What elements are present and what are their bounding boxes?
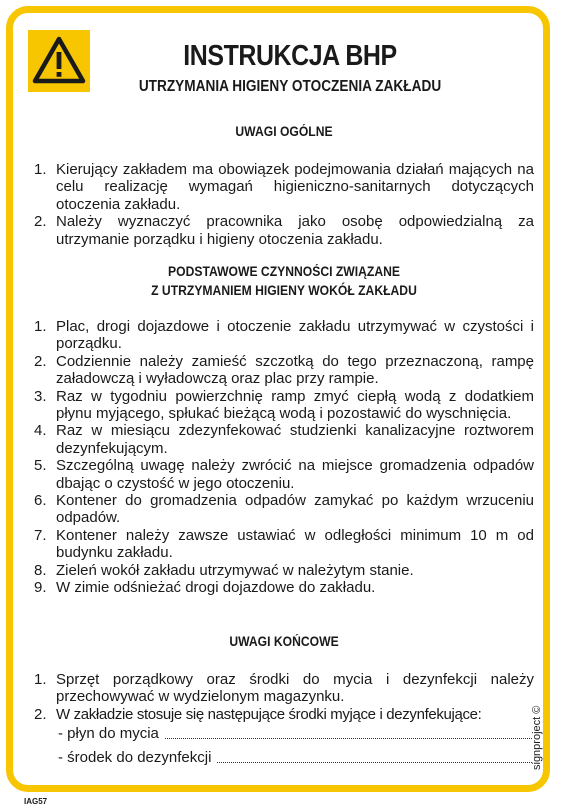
list-item <box>34 457 534 492</box>
item-number: 4. <box>34 422 47 440</box>
section-heading-final <box>64 632 503 651</box>
item-text: Należy wyznaczyć pracownika jako osobę odpowiedzialną za utrzymanie porządku i higieny otoczenia zakładu. <box>56 213 534 248</box>
section-heading-line: PODSTAWOWE CZYNNOŚCI ZWIĄZANE <box>168 264 400 279</box>
item-text: Kontener do gromadzenia odpadów zamykać po każdym wrzuceniu odpadów. <box>56 492 534 527</box>
fill-line-label: - płyn do mycia <box>58 725 159 742</box>
item-number: 8. <box>34 561 47 579</box>
warning-triangle-icon <box>28 30 90 92</box>
list-item <box>34 492 534 527</box>
activities-list <box>34 318 534 597</box>
list-item <box>34 527 534 562</box>
product-code: IAG57 <box>24 797 48 806</box>
item-number: 1. <box>34 161 47 178</box>
section-heading-line: UWAGI KOŃCOWE <box>229 634 339 649</box>
item-number: 9. <box>34 579 47 597</box>
final-list <box>34 671 534 723</box>
item-text: Raz w tygodniu powierzchnię ramp zmyć ciepłą wodą z dodatkiem płynu myjącego, spłukać bieżącą wodą i pozostawić do wyschnięcia. <box>56 387 534 423</box>
item-text: Plac, drogi dojazdowe i otoczenie zakładu utrzymywać w czystości i porządku. <box>56 318 534 353</box>
page-subtitle: UTRZYMANIA HIGIENY OTOCZENIA ZAKŁADU <box>138 78 442 95</box>
fill-line-washing-liquid <box>58 724 534 744</box>
item-number: 3. <box>34 387 47 405</box>
dotted-fill-line <box>165 724 532 739</box>
section-heading-general <box>64 122 503 141</box>
section-heading-line: Z UTRZYMANIEM HIGIENY WOKÓŁ ZAKŁADU <box>151 283 417 298</box>
section-heading-basic-activities <box>64 262 503 300</box>
item-text: W zimie odśnieżać drogi dojazdowe do zakładu. <box>56 579 376 597</box>
list-item <box>34 671 534 706</box>
item-number: 1. <box>34 318 47 335</box>
list-item <box>34 318 534 353</box>
item-text: W zakładzie stosuje się następujące środki myjące i dezynfekujące: <box>56 705 482 723</box>
page-title: INSTRUKCJA BHP <box>183 40 397 72</box>
dotted-fill-line <box>217 748 532 763</box>
item-text: Raz w miesiącu zdezynfekować studzienki kanalizacyjne roztworem dezynfekującym. <box>56 422 534 457</box>
item-number: 6. <box>34 492 47 510</box>
list-item <box>34 562 534 579</box>
item-text: Kierujący zakładem ma obowiązek podejmowania działań mających na celu realizację wymagań higieniczno-sanitarnych dotyczących otoczenia zakładu. <box>56 161 534 213</box>
warning-sign <box>28 30 90 92</box>
item-number: 2. <box>34 352 47 370</box>
list-item <box>34 353 534 388</box>
item-text: Sprzęt porządkowy oraz środki do mycia i dezynfekcji należy przechowywać w wydzielonym magazynku. <box>56 671 534 706</box>
item-text: Kontener należy zawsze ustawiać w odległości minimum 10 m od budynku zakładu. <box>56 526 534 562</box>
item-number: 1. <box>34 671 47 688</box>
item-number: 5. <box>34 457 47 475</box>
item-number: 7. <box>34 526 47 544</box>
list-item <box>34 579 534 596</box>
list-item <box>34 422 534 457</box>
fill-line-label: - środek do dezynfekcji <box>58 749 212 766</box>
list-item <box>34 161 534 213</box>
brand-label: signproject © <box>531 705 543 770</box>
list-item <box>34 388 534 423</box>
list-item <box>34 706 534 723</box>
item-number: 2. <box>34 705 47 723</box>
general-list <box>34 161 534 248</box>
section-heading-line: UWAGI OGÓLNE <box>235 124 333 139</box>
item-text: Szczególną uwagę należy zwrócić na miejsce gromadzenia odpadów dbając o czystość w jego otoczeniu. <box>56 457 534 492</box>
item-text: Zieleń wokół zakładu utrzymywać w należytym stanie. <box>56 561 414 579</box>
item-number: 2. <box>34 213 47 231</box>
list-item <box>34 213 534 248</box>
item-text: Codziennie należy zamieść szczotką do tego przeznaczoną, rampę załadowczą i wyładowczą oraz plac przy rampie. <box>56 352 534 388</box>
fill-line-disinfectant <box>58 748 534 768</box>
